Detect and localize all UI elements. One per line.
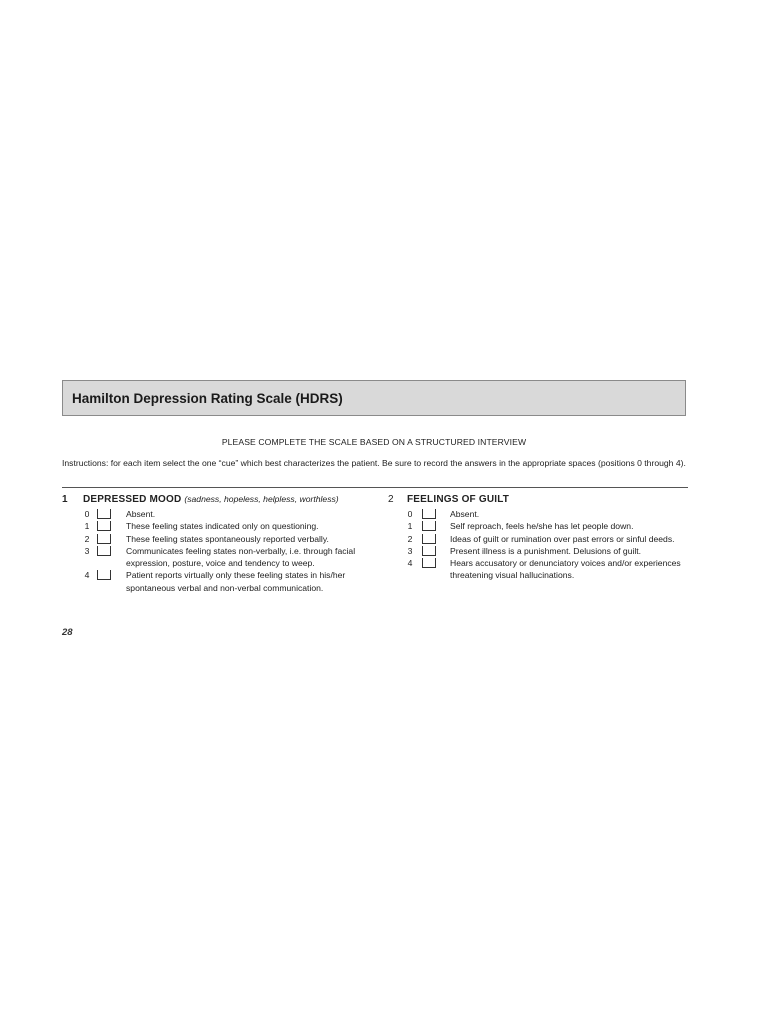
option-row xyxy=(62,545,372,570)
page-number: 28 xyxy=(62,627,73,638)
answer-checkbox[interactable] xyxy=(422,521,436,531)
option-text: Communicates feeling states non-verbally, i.e. through facial expression, posture, voice and tendency to weep. xyxy=(126,545,356,569)
option-score: 2 xyxy=(407,533,413,544)
option-row xyxy=(62,520,372,532)
scale-subheading: PLEASE COMPLETE THE SCALE BASED ON A STRUCTURED INTERVIEW xyxy=(221,437,527,447)
option-text: Patient reports virtually only these feeling states in his/her spontaneous verbal and non-verbal communication. xyxy=(126,570,346,593)
option-text: Absent. xyxy=(450,509,480,519)
option-score: 1 xyxy=(407,521,413,532)
option-row xyxy=(62,533,372,545)
answer-checkbox[interactable] xyxy=(97,546,111,556)
option-score: 0 xyxy=(84,509,90,519)
answer-checkbox[interactable] xyxy=(97,570,111,580)
option-score: 0 xyxy=(407,509,413,519)
answer-checkbox[interactable] xyxy=(97,534,111,544)
item-title: FEELINGS OF GUILT xyxy=(407,494,510,505)
option-row xyxy=(62,569,372,594)
option-text: Hears accusatory or denunciatory voices and/or experiences threatening visual hallucinations. xyxy=(450,558,681,581)
option-score: 4 xyxy=(407,558,413,569)
option-row xyxy=(388,533,688,545)
answer-checkbox[interactable] xyxy=(97,509,111,519)
option-row xyxy=(62,508,372,520)
instructions-text: Instructions: for each item select the one “cue” which best characterizes the patient. Be sure to record the answers in the appropriate spaces (positions 0 through 4). xyxy=(62,458,686,468)
page-title: Hamilton Depression Rating Scale (HDRS) xyxy=(72,390,343,406)
option-text: Absent. xyxy=(126,509,156,519)
title-banner xyxy=(62,380,686,416)
option-row xyxy=(388,557,688,582)
item-number: 2 xyxy=(388,494,394,505)
option-text: Present illness is a punishment. Delusions of guilt. xyxy=(450,545,642,556)
answer-checkbox[interactable] xyxy=(422,534,436,544)
option-text: Ideas of guilt or rumination over past errors or sinful deeds. xyxy=(450,533,675,544)
option-score: 3 xyxy=(84,545,90,556)
answer-checkbox[interactable] xyxy=(422,546,436,556)
option-text: These feeling states spontaneously reported verbally. xyxy=(126,533,329,544)
option-row xyxy=(388,520,688,532)
item-feelings-of-guilt xyxy=(388,494,688,582)
answer-checkbox[interactable] xyxy=(422,558,436,568)
option-text: These feeling states indicated only on questioning. xyxy=(126,521,319,532)
item-depressed-mood xyxy=(62,494,372,594)
item-header xyxy=(62,494,372,508)
option-row xyxy=(388,508,688,520)
item-header xyxy=(388,494,688,508)
option-score: 3 xyxy=(407,545,413,556)
section-divider xyxy=(62,487,688,488)
item-title xyxy=(83,494,339,505)
option-score: 1 xyxy=(84,521,90,532)
option-score: 4 xyxy=(84,570,90,581)
item-title-text: DEPRESSED MOOD xyxy=(83,494,182,505)
answer-checkbox[interactable] xyxy=(97,521,111,531)
option-text: Self reproach, feels he/she has let people down. xyxy=(450,521,634,532)
option-score: 2 xyxy=(84,533,90,544)
answer-checkbox[interactable] xyxy=(422,509,436,519)
option-row xyxy=(388,545,688,557)
item-note: (sadness, hopeless, helpless, worthless) xyxy=(184,494,339,504)
item-number: 1 xyxy=(62,494,68,505)
